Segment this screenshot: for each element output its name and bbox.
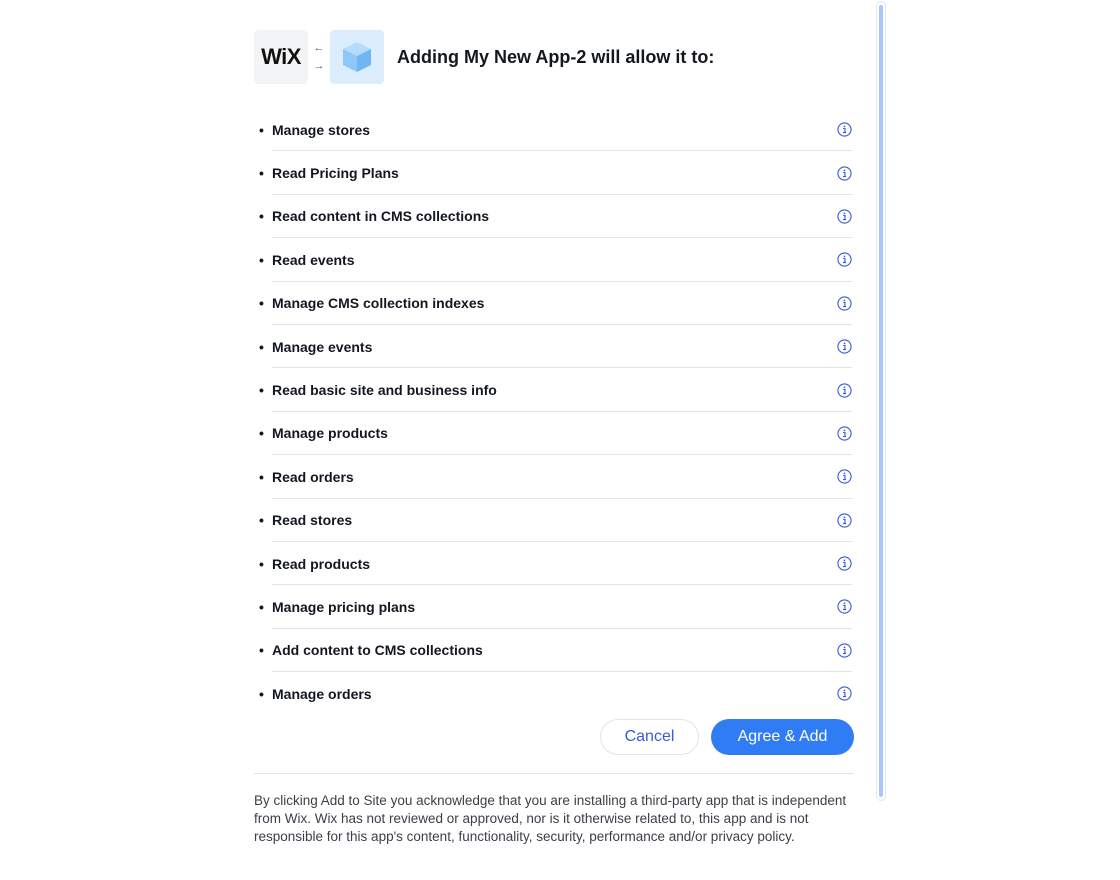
- permission-label: Manage events: [272, 338, 373, 355]
- app-permissions-dialog: [254, 0, 854, 880]
- agree-and-add-button[interactable]: Agree & Add: [711, 719, 854, 755]
- permission-item: [254, 238, 854, 281]
- bullet: •: [259, 121, 264, 138]
- bullet: •: [259, 555, 264, 572]
- permission-label: Add content to CMS collections: [272, 642, 483, 659]
- info-icon[interactable]: [836, 642, 852, 658]
- app-logo: [330, 30, 384, 84]
- info-icon[interactable]: [836, 165, 852, 181]
- info-icon[interactable]: [836, 339, 852, 355]
- permission-label: Read content in CMS collections: [272, 208, 490, 225]
- cancel-button[interactable]: Cancel: [600, 719, 699, 755]
- info-icon[interactable]: [836, 599, 852, 615]
- info-icon[interactable]: [836, 686, 852, 702]
- wix-logo: [254, 30, 308, 84]
- permission-label: Manage products: [272, 425, 388, 442]
- bullet: •: [259, 468, 264, 485]
- permissions-list[interactable]: [254, 108, 854, 702]
- info-icon[interactable]: [836, 208, 852, 224]
- dialog-actions: [600, 719, 854, 755]
- permission-item: [254, 672, 854, 715]
- permission-label: Manage pricing plans: [272, 598, 416, 615]
- bullet: •: [259, 251, 264, 268]
- footer-divider: [254, 773, 854, 774]
- arrow-right-icon: →: [313, 60, 325, 72]
- bullet: •: [259, 165, 264, 182]
- permission-item: [254, 325, 854, 368]
- bullet: •: [259, 338, 264, 355]
- arrow-left-icon: ←: [313, 42, 325, 54]
- permission-label: Read Pricing Plans: [272, 165, 399, 182]
- permission-label: Manage stores: [272, 121, 371, 138]
- permission-label: Read products: [272, 555, 371, 572]
- dialog-header: [254, 30, 714, 84]
- scrollbar[interactable]: [876, 1, 886, 801]
- permission-label: Read events: [272, 251, 355, 268]
- info-icon[interactable]: [836, 382, 852, 398]
- bullet: •: [259, 685, 264, 702]
- bullet: •: [259, 642, 264, 659]
- bullet: •: [259, 425, 264, 442]
- permission-item: [254, 499, 854, 542]
- info-icon[interactable]: [836, 512, 852, 528]
- permission-item: [254, 542, 854, 585]
- cube-icon: [341, 40, 373, 74]
- permission-item: [254, 195, 854, 238]
- permission-item: [254, 368, 854, 411]
- permission-item: [254, 282, 854, 325]
- scrollbar-thumb[interactable]: [879, 5, 883, 797]
- bullet: •: [259, 512, 264, 529]
- exchange-arrows-icon: [308, 30, 330, 84]
- info-icon[interactable]: [836, 425, 852, 441]
- permission-item: [254, 455, 854, 498]
- dialog-title: Adding My New App-2 will allow it to:: [397, 46, 715, 67]
- info-icon[interactable]: [836, 252, 852, 268]
- info-icon[interactable]: [836, 122, 852, 138]
- permission-item: [254, 585, 854, 628]
- info-icon[interactable]: [836, 469, 852, 485]
- bullet: •: [259, 598, 264, 615]
- permission-label: Manage CMS collection indexes: [272, 295, 485, 312]
- wix-logo-text: WiX: [261, 44, 301, 69]
- bullet: •: [259, 295, 264, 312]
- third-party-disclaimer: By clicking Add to Site you acknowledge that you are installing a third-party app that is independent from Wix. Wix has not reviewed or approved, nor is it otherwise related to, this app and is not responsible for this app's content, functionality, security, performance and/or privacy policy.: [254, 793, 847, 844]
- bullet: •: [259, 208, 264, 225]
- permission-item: [254, 151, 854, 194]
- permission-item: [254, 629, 854, 672]
- permission-item: [254, 108, 854, 151]
- permission-label: Read orders: [272, 468, 354, 485]
- info-icon[interactable]: [836, 295, 852, 311]
- permission-label: Manage orders: [272, 685, 372, 702]
- permission-item: [254, 412, 854, 455]
- bullet: •: [259, 382, 264, 399]
- permission-label: Read basic site and business info: [272, 382, 497, 399]
- permission-label: Read stores: [272, 512, 353, 529]
- info-icon[interactable]: [836, 556, 852, 572]
